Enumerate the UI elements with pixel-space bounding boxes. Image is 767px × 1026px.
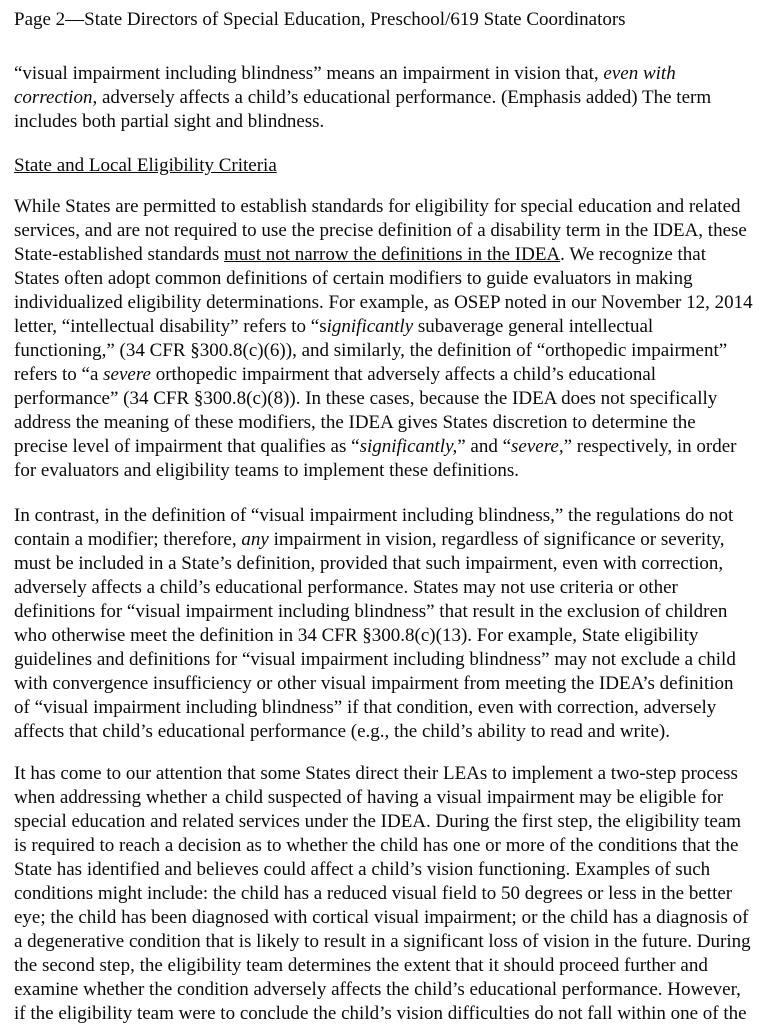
text-run: individualized eligibility determinations. For example, as OSEP noted in our November 12, 2014 [14, 292, 753, 313]
text-run: definitions for “visual impairment including blindness” that result in the exclusion of children [14, 601, 728, 622]
text-line [14, 62, 739, 86]
text-line [14, 528, 739, 552]
italic-text-run: significantly, [359, 436, 458, 457]
state-standards-paragraph [14, 195, 753, 483]
text-run: the second step, the eligibility team determines the extent that it should proceed further and [14, 955, 708, 976]
text-run: subaverage general intellectual [413, 316, 654, 337]
text-line [14, 600, 739, 624]
text-run: precise level of impairment that qualifies as “ [14, 436, 360, 457]
italic-text-run: severe, [511, 436, 564, 457]
text-line [14, 315, 739, 339]
text-line [14, 243, 739, 267]
text-run: impairment in vision, regardless of significance or severity, [268, 529, 725, 550]
text-run: In contrast, in the definition of “visual impairment including blindness,” the regulations do not [14, 505, 734, 526]
text-run: ” and “ [457, 436, 512, 457]
text-run: . We recognize that [560, 244, 706, 265]
text-line [14, 219, 747, 243]
italic-text-run: ignificantly [326, 316, 414, 337]
text-run: adversely affects a child’s educational performance. States may not use criteria or other [14, 577, 678, 598]
text-line [14, 906, 749, 930]
text-run: refers to “a [14, 364, 104, 385]
text-run: is required to reach a decision as to whether the child has one or more of the conditions that the [14, 835, 739, 856]
text-run: guidelines and definitions for “visual impairment including blindness” may not exclude a child [14, 649, 736, 670]
text-run: functioning,” (34 CFR §300.8(c)(6)), and similarly, the definition of “orthopedic impairment” [14, 340, 728, 361]
text-line [14, 720, 739, 744]
text-line [14, 110, 739, 134]
italic-text-run: even with [603, 63, 676, 84]
text-run: conditions might include: the child has a reduced visual field to 50 degrees or less in the better [14, 883, 733, 904]
in-contrast-paragraph [14, 504, 739, 744]
text-run: It has come to our attention that some States direct their LEAs to implement a two-step process [14, 763, 738, 784]
text-run: letter, “intellectual disability” refers to “s [14, 316, 327, 337]
text-run: , adversely affects a child’s educational performance. (Emphasis added) The term [92, 87, 712, 108]
italic-text-run: correction [14, 87, 93, 108]
text-run: While States are permitted to establish standards for eligibility for special education and related [14, 196, 741, 217]
text-run: with convergence insufficiency or other visual impairment from meeting the IDEA’s definition [14, 673, 734, 694]
text-line [14, 435, 739, 459]
text-line [14, 459, 739, 483]
text-run: if the eligibility team were to conclude the child’s vision difficulties do not fall within one of the [14, 1003, 747, 1024]
text-line [14, 291, 753, 315]
italic-text-run: any [241, 529, 269, 550]
text-run: for evaluators and eligibility teams to implement these definitions. [14, 460, 519, 481]
text-run: special education and related services under the IDEA. During the first step, the eligibility team [14, 811, 742, 832]
text-run: who otherwise meet the definition in 34 CFR §300.8(c)(13). For example, State eligibility [14, 625, 699, 646]
text-line [14, 1002, 747, 1026]
text-line [14, 504, 739, 528]
underlined-text-run: State and Local Eligibility Criteria [14, 155, 277, 176]
text-run: performance” (34 CFR §300.8(c)(8)). In these cases, because the IDEA does not specifically [14, 388, 718, 409]
text-line [14, 858, 739, 882]
text-line [14, 882, 739, 906]
text-run: “visual impairment including blindness” means an impairment in vision that, [14, 63, 604, 84]
text-run: includes both partial sight and blindness. [14, 111, 325, 132]
text-line [14, 576, 739, 600]
text-run: orthopedic impairment that adversely affects a child’s educational [150, 364, 657, 385]
text-run: State has identified and believes could affect a child’s vision functioning. Examples of such [14, 859, 711, 880]
page-header: Page 2—State Directors of Special Education, Preschool/619 State Coordinators [14, 9, 626, 30]
text-line [14, 411, 739, 435]
intro-definition-paragraph [14, 62, 739, 134]
text-line [14, 154, 739, 178]
text-run: contain a modifier; therefore, [14, 529, 242, 550]
text-line [14, 86, 739, 110]
text-line [14, 696, 739, 720]
text-run: services, and are not required to use the precise definition of a disability term in the IDEA, these [14, 220, 747, 241]
text-line [14, 672, 739, 696]
text-line [14, 786, 739, 810]
text-line [14, 339, 739, 363]
text-line [14, 267, 739, 291]
text-run: a degenerative condition that is likely to result in a significant loss of vision in the future. During [14, 931, 751, 952]
text-line [14, 552, 739, 576]
text-run: affects that child’s educational performance (e.g., the child’s ability to read and write). [14, 721, 670, 742]
text-line [14, 762, 739, 786]
text-line [14, 363, 739, 387]
text-run: States often adopt common definitions of certain modifiers to guide evaluators in making [14, 268, 693, 289]
section-heading-eligibility-criteria [14, 154, 739, 178]
text-line [14, 978, 739, 1002]
two-step-process-paragraph [14, 762, 751, 1026]
italic-text-run: severe [103, 364, 151, 385]
text-run: address the meaning of these modifiers, the IDEA gives States discretion to determine the [14, 412, 696, 433]
text-run: eye; the child has been diagnosed with cortical visual impairment; or the child has a diagnosis of [14, 907, 749, 928]
text-run: must be included in a State’s definition, provided that such impairment, even with correction, [14, 553, 724, 574]
text-line [14, 387, 739, 411]
text-run: when addressing whether a child suspected of having a visual impairment may be eligible for [14, 787, 724, 808]
text-line [14, 930, 751, 954]
underlined-text-run: must not narrow the definitions in the IDEA [224, 244, 561, 265]
text-run: of “visual impairment including blindness” if that condition, even with correction, adversely [14, 697, 717, 718]
text-run: examine whether the condition adversely affects the child’s educational performance. However, [14, 979, 741, 1000]
text-run: ” respectively, in order [563, 436, 737, 457]
text-line [14, 195, 739, 219]
text-line [14, 954, 739, 978]
text-line [14, 810, 742, 834]
text-line [14, 648, 739, 672]
text-line [14, 834, 739, 858]
text-run: State-established standards [14, 244, 225, 265]
text-line [14, 624, 739, 648]
